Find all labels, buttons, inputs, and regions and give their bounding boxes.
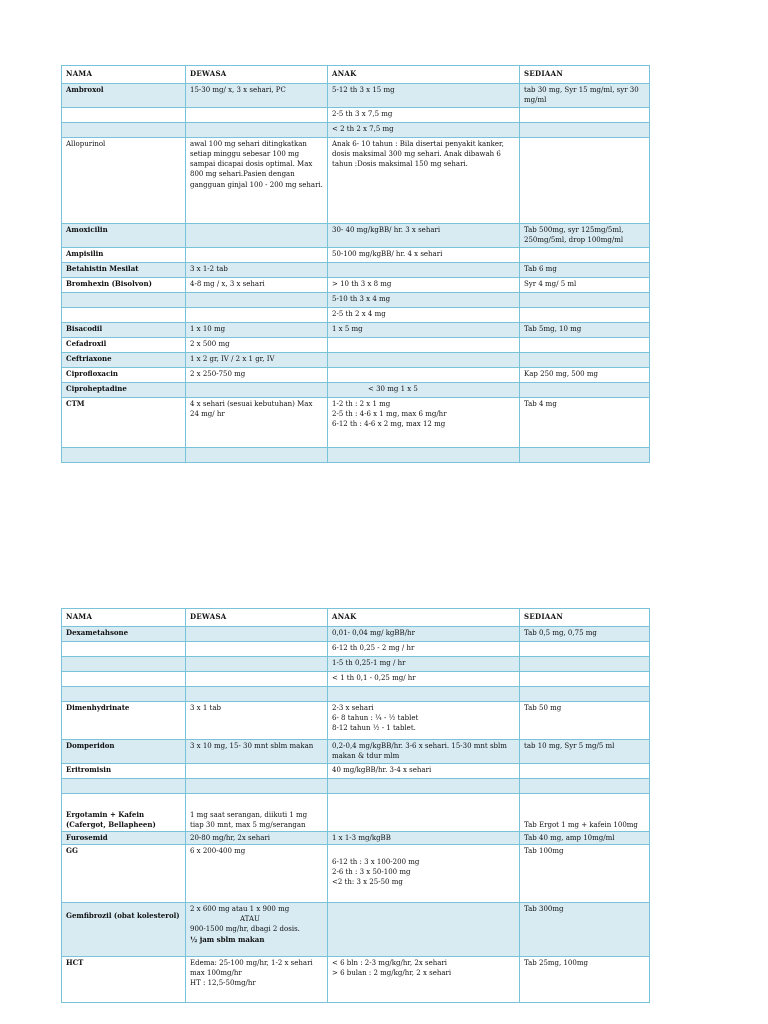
dose-adult: 1 x 10 mg <box>186 323 328 338</box>
drug-name <box>62 293 186 308</box>
dose-adult <box>186 627 328 642</box>
preparation <box>520 672 650 687</box>
drug-name: Ciproheptadine <box>62 383 186 398</box>
dose-adult: 3 x 1 tab <box>186 702 328 740</box>
dose-child: 6-12 th : 3 x 100-200 mg 2-6 th : 3 x 50-100 mg <2 th: 3 x 25-50 mg <box>328 845 520 903</box>
table-row <box>62 448 650 463</box>
drug-name: Eritromisin <box>62 764 186 779</box>
preparation <box>520 448 650 463</box>
dose-adult <box>186 308 328 323</box>
drug-name <box>62 123 186 138</box>
dose-child: 0,01- 0,04 mg/ kgBB/hr <box>328 627 520 642</box>
dose-child: 40 mg/kgBB/hr. 3-4 x sehari <box>328 764 520 779</box>
table-row <box>62 642 650 657</box>
table-row <box>62 278 650 293</box>
table-row <box>62 383 650 398</box>
drug-name: Allopurinol <box>62 138 186 224</box>
preparation <box>520 138 650 224</box>
table-row <box>62 138 650 224</box>
drug-name: Amoxicilin <box>62 224 186 248</box>
table-row <box>62 672 650 687</box>
dose-child: 1-5 th 0,25-1 mg / hr <box>328 657 520 672</box>
dose-child: 50-100 mg/kgBB/ hr. 4 x sehari <box>328 248 520 263</box>
table-row <box>62 832 650 845</box>
drug-name: Furosemid <box>62 832 186 845</box>
dose-child <box>328 338 520 353</box>
table-row <box>62 740 650 764</box>
drug-name <box>62 108 186 123</box>
table-row <box>62 248 650 263</box>
preparation <box>520 308 650 323</box>
table-row <box>62 903 650 957</box>
header-dewasa: DEWASA <box>186 66 328 84</box>
drug-name: Cefadroxil <box>62 338 186 353</box>
drug-name: Bromhexin (Bisolvon) <box>62 278 186 293</box>
dose-adult: 6 x 200-400 mg <box>186 845 328 903</box>
dose-child <box>328 263 520 278</box>
table-row <box>62 764 650 779</box>
table-row <box>62 779 650 794</box>
drug-name: Ampisilin <box>62 248 186 263</box>
dose-child <box>328 794 520 832</box>
table-row <box>62 263 650 278</box>
table-row <box>62 224 650 248</box>
preparation <box>520 248 650 263</box>
preparation <box>520 353 650 368</box>
drug-name <box>62 448 186 463</box>
preparation: Syr 4 mg/ 5 ml <box>520 278 650 293</box>
preparation: Tab 6 mg <box>520 263 650 278</box>
drug-name: Betahistin Mesilat <box>62 263 186 278</box>
dose-adult: 3 x 1-2 tab <box>186 263 328 278</box>
dose-adult: 4 x sehari (sesuai kebutuhan) Max 24 mg/ hr <box>186 398 328 448</box>
dose-child <box>328 353 520 368</box>
dose-child: < 6 bln : 2-3 mg/kg/hr, 2x sehari > 6 bulan : 2 mg/kg/hr, 2 x sehari <box>328 957 520 1003</box>
dose-adult <box>186 672 328 687</box>
dose-child: 1-2 th : 2 x 1 mg 2-5 th : 4-6 x 1 mg, max 6 mg/hr 6-12 th : 4-6 x 2 mg, max 12 mg <box>328 398 520 448</box>
dose-adult <box>186 123 328 138</box>
preparation: Tab 0,5 mg, 0,75 mg <box>520 627 650 642</box>
preparation: tab 10 mg, Syr 5 mg/5 ml <box>520 740 650 764</box>
drug-name <box>62 308 186 323</box>
dose-child <box>328 368 520 383</box>
dose-adult <box>186 108 328 123</box>
preparation <box>520 687 650 702</box>
table-header-row <box>62 609 650 627</box>
dose-adult <box>186 248 328 263</box>
preparation <box>520 293 650 308</box>
drug-name: GG <box>62 845 186 903</box>
preparation <box>520 779 650 794</box>
header-nama: NAMA <box>62 609 186 627</box>
drug-name <box>62 687 186 702</box>
table-row <box>62 308 650 323</box>
table-row <box>62 957 650 1003</box>
table-row <box>62 845 650 903</box>
dose-child: 5-12 th 3 x 15 mg <box>328 84 520 108</box>
preparation: Tab Ergot 1 mg + kafein 100mg <box>520 794 650 832</box>
dose-child: < 30 mg 1 x 5 <box>328 383 520 398</box>
dose-adult-timing: ½ jam sblm makan <box>190 934 265 944</box>
dose-child: 2-5 th 2 x 4 mg <box>328 308 520 323</box>
preparation <box>520 764 650 779</box>
table-row <box>62 353 650 368</box>
preparation <box>520 657 650 672</box>
dose-adult: 4-8 mg / x, 3 x sehari <box>186 278 328 293</box>
dose-child: > 10 th 3 x 8 mg <box>328 278 520 293</box>
dose-adult: 1 x 2 gr, IV / 2 x 1 gr, IV <box>186 353 328 368</box>
dose-child: 1 x 1-3 mg/kgBB <box>328 832 520 845</box>
dose-child: 2-5 th 3 x 7,5 mg <box>328 108 520 123</box>
header-anak: ANAK <box>328 609 520 627</box>
dose-child: 2-3 x sehari 6- 8 tahun : ¼ - ½ tablet 8-12 tahun ½ - 1 tablet. <box>328 702 520 740</box>
dose-child: 30- 40 mg/kgBB/ hr. 3 x sehari <box>328 224 520 248</box>
table-row <box>62 398 650 448</box>
table-row <box>62 657 650 672</box>
table-row <box>62 368 650 383</box>
preparation: Tab 5mg, 10 mg <box>520 323 650 338</box>
dose-child <box>328 448 520 463</box>
dose-adult: 2 x 500 mg <box>186 338 328 353</box>
table-row <box>62 627 650 642</box>
drug-dosage-table-1 <box>61 65 650 463</box>
drug-name: Domperidon <box>62 740 186 764</box>
header-dewasa: DEWASA <box>186 609 328 627</box>
drug-name: Gemfibrozil (obat kolesterol) <box>62 903 186 957</box>
table-row <box>62 702 650 740</box>
table-row <box>62 323 650 338</box>
header-nama: NAMA <box>62 66 186 84</box>
table-row <box>62 108 650 123</box>
preparation <box>520 642 650 657</box>
table-row <box>62 293 650 308</box>
dose-adult <box>186 903 328 957</box>
preparation <box>520 383 650 398</box>
dose-adult <box>186 383 328 398</box>
dose-adult <box>186 779 328 794</box>
preparation: Tab 25mg, 100mg <box>520 957 650 1003</box>
dose-adult: 20-80 mg/hr, 2x sehari <box>186 832 328 845</box>
dose-adult: awal 100 mg sehari ditingkatkan setiap minggu sebesar 100 mg sampai dicapai dosis optimal. Max 800 mg sehari.Pasien dengan gangguan ginjal 100 - 200 mg sehari. <box>186 138 328 224</box>
drug-name: CTM <box>62 398 186 448</box>
preparation <box>520 338 650 353</box>
drug-name <box>62 642 186 657</box>
drug-dosage-table-2 <box>61 608 650 1003</box>
dose-adult: 3 x 10 mg, 15- 30 mnt sblm makan <box>186 740 328 764</box>
dose-child: < 1 th 0,1 - 0,25 mg/ hr <box>328 672 520 687</box>
dose-adult <box>186 657 328 672</box>
dose-adult-option-a: 2 x 600 mg atau 1 x 900 mg <box>190 905 290 914</box>
dose-adult <box>186 293 328 308</box>
table-row <box>62 123 650 138</box>
dose-adult: Edema: 25-100 mg/hr, 1-2 x sehari max 100mg/hr HT : 12,5-50mg/hr <box>186 957 328 1003</box>
preparation: Tab 40 mg, amp 10mg/ml <box>520 832 650 845</box>
dose-child: 6-12 th 0,25 - 2 mg / hr <box>328 642 520 657</box>
drug-name: Ciprofloxacin <box>62 368 186 383</box>
header-anak: ANAK <box>328 66 520 84</box>
dose-child: 1 x 5 mg <box>328 323 520 338</box>
table-header-row <box>62 66 650 84</box>
preparation: Tab 100mg <box>520 845 650 903</box>
drug-name: Ceftriaxone <box>62 353 186 368</box>
preparation: Tab 4 mg <box>520 398 650 448</box>
drug-name: HCT <box>62 957 186 1003</box>
preparation: Kap 250 mg, 500 mg <box>520 368 650 383</box>
table-row <box>62 687 650 702</box>
drug-name: Ergotamin + Kafein (Cafergot, Bellapheen) <box>62 794 186 832</box>
header-sediaan: SEDIAAN <box>520 66 650 84</box>
drug-name <box>62 779 186 794</box>
dose-adult <box>186 764 328 779</box>
dose-child: 0,2-0,4 mg/kgBB/hr. 3-6 x sehari. 15-30 mnt sblm makan & tdur mlm <box>328 740 520 764</box>
dose-adult: 1 mg saat serangan, diikuti 1 mg tiap 30 mnt, max 5 mg/serangan <box>186 794 328 832</box>
table-row <box>62 338 650 353</box>
drug-name <box>62 672 186 687</box>
preparation: tab 30 mg, Syr 15 mg/ml, syr 30 mg/ml <box>520 84 650 108</box>
dose-child <box>328 779 520 794</box>
header-sediaan: SEDIAAN <box>520 609 650 627</box>
dose-child <box>328 687 520 702</box>
dose-adult: 2 x 250-750 mg <box>186 368 328 383</box>
table-row <box>62 794 650 832</box>
drug-name <box>62 657 186 672</box>
dose-adult <box>186 687 328 702</box>
drug-name: Dexametahsone <box>62 627 186 642</box>
dose-child <box>328 903 520 957</box>
preparation: Tab 50 mg <box>520 702 650 740</box>
preparation <box>520 123 650 138</box>
dose-child: < 2 th 2 x 7,5 mg <box>328 123 520 138</box>
dose-adult-option-b: 900-1500 mg/hr, dbagi 2 dosis. <box>190 925 300 934</box>
preparation: Tab 500mg, syr 125mg/5ml, 250mg/5ml, drop 100mg/ml <box>520 224 650 248</box>
dose-adult <box>186 642 328 657</box>
dose-adult <box>186 448 328 463</box>
drug-name: Dimenhydrinate <box>62 702 186 740</box>
dose-adult-or: ATAU <box>240 915 260 924</box>
dose-child: 5-10 th 3 x 4 mg <box>328 293 520 308</box>
dose-adult <box>186 224 328 248</box>
drug-name: Ambroxol <box>62 84 186 108</box>
preparation: Tab 300mg <box>520 903 650 957</box>
dose-adult: 15-30 mg/ x, 3 x sehari, PC <box>186 84 328 108</box>
dose-child: Anak 6- 10 tahun : Bila disertai penyakit kanker, dosis maksimal 300 mg sehari. Anak dibawah 6 tahun :Dosis maksimal 150 mg sehari. <box>328 138 520 224</box>
drug-name: Bisacodil <box>62 323 186 338</box>
preparation <box>520 108 650 123</box>
table-row <box>62 84 650 108</box>
